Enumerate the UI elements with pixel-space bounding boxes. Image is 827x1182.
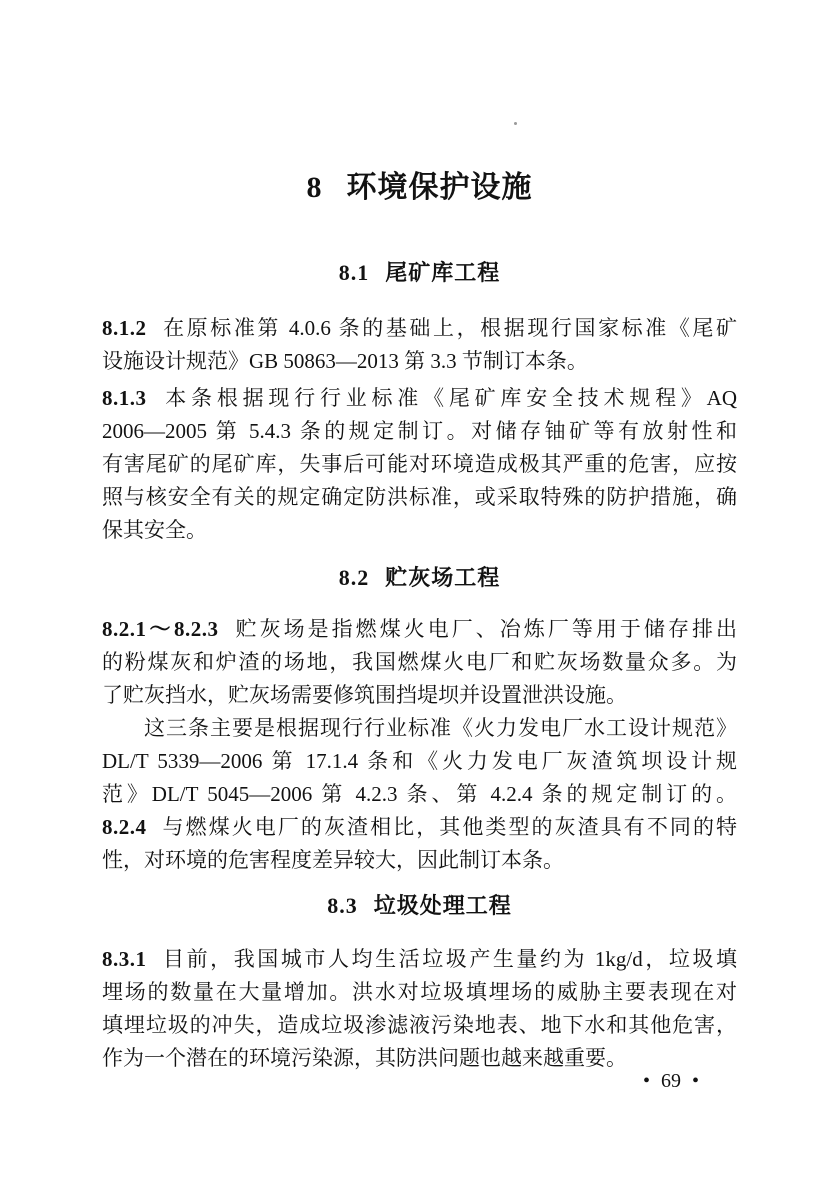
text-line <box>102 382 737 415</box>
text-line: 有害尾矿的尾矿库，失事后可能对环境造成极其严重的危害，应按 <box>102 452 737 476</box>
text-line: 范》DL/T 5045—2006 第 4.2.3 条、第 4.2.4 条的规定制订的。 <box>102 782 737 806</box>
page-content <box>102 0 737 1075</box>
clause-label-8-1-3: 8.1.3 <box>102 386 147 410</box>
clause-label-8-2-4: 8.2.4 <box>102 815 147 839</box>
text-line: 埋场的数量在大量增加。洪水对垃圾填埋场的威胁主要表现在对 <box>102 980 737 1004</box>
text-line: 设施设计规范》GB 50863—2013 第 3.3 节制订本条。 <box>102 349 588 373</box>
text-line: 填埋垃圾的冲失，造成垃圾渗滤液污染地表、地下水和其他危害， <box>102 1013 737 1037</box>
text-line: 照与核安全有关的规定确定防洪标准，或采取特殊的防护措施，确 <box>102 485 737 509</box>
text-run: 在原标准第 4.0.6 条的基础上，根据现行国家标准《尾矿 <box>160 316 737 340</box>
section-8-2-title: 贮灰场工程 <box>385 565 501 590</box>
text-line: DL/T 5339—2006 第 17.1.4 条和《火力发电厂灰渣筑坝设计规 <box>102 749 737 773</box>
paragraph-8-2-4 <box>102 811 737 877</box>
text-line: 了贮灰挡水，贮灰场需要修筑围挡堤坝并设置泄洪设施。 <box>102 683 627 707</box>
paragraph-8-2-1-to-8-2-3 <box>102 613 737 712</box>
text-line: 2006—2005 第 5.4.3 条的规定制订。对储存铀矿等有放射性和 <box>102 419 737 443</box>
section-8-3-number: 8.3 <box>327 893 358 918</box>
clause-label-8-3-1: 8.3.1 <box>102 947 147 971</box>
text-run: 本条根据现行行业标准《尾矿库安全技术规程》AQ <box>160 386 737 410</box>
chapter-title: 环境保护设施 <box>346 171 533 204</box>
text-line: 保其安全。 <box>102 518 207 542</box>
text-line: 的粉煤灰和炉渣的场地，我国燃煤火电厂和贮灰场数量众多。为 <box>102 650 737 674</box>
section-8-3-title: 垃圾处理工程 <box>373 893 512 918</box>
section-heading-8-1 <box>102 260 737 286</box>
paragraph-note <box>102 712 737 811</box>
text-line <box>102 613 737 646</box>
text-line <box>102 811 737 844</box>
page-number: • 69 • <box>642 1070 699 1092</box>
text-run: 与燃煤火电厂的灰渣相比，其他类型的灰渣具有不同的特 <box>160 815 737 839</box>
section-8-1-title: 尾矿库工程 <box>385 260 501 285</box>
chapter-number: 8 <box>306 171 323 204</box>
clause-label-8-2-1: 8.2.1～8.2.3 <box>102 617 219 641</box>
paragraph-8-1-3 <box>102 382 737 547</box>
text-run: 贮灰场是指燃煤火电厂、冶炼厂等用于储存排出 <box>232 617 738 641</box>
section-8-2-number: 8.2 <box>338 565 370 590</box>
paragraph-8-3-1 <box>102 943 737 1075</box>
clause-label-8-1-2: 8.1.2 <box>102 316 147 340</box>
text-line: 这三条主要是根据现行行业标准《火力发电厂水工设计规范》 <box>144 716 737 740</box>
chapter-heading <box>102 171 737 204</box>
section-heading-8-2 <box>102 565 737 591</box>
text-run: 目前，我国城市人均生活垃圾产生量约为 1kg/d，垃圾填 <box>160 947 737 971</box>
section-8-1-number: 8.1 <box>338 260 370 285</box>
section-heading-8-3 <box>102 893 737 919</box>
paragraph-8-1-2 <box>102 312 737 378</box>
text-line: 作为一个潜在的环境污染源，其防洪问题也越来越重要。 <box>102 1046 627 1070</box>
text-line <box>102 312 737 345</box>
text-line <box>102 943 737 976</box>
text-line: 性，对环境的危害程度差异较大，因此制订本条。 <box>102 848 564 872</box>
